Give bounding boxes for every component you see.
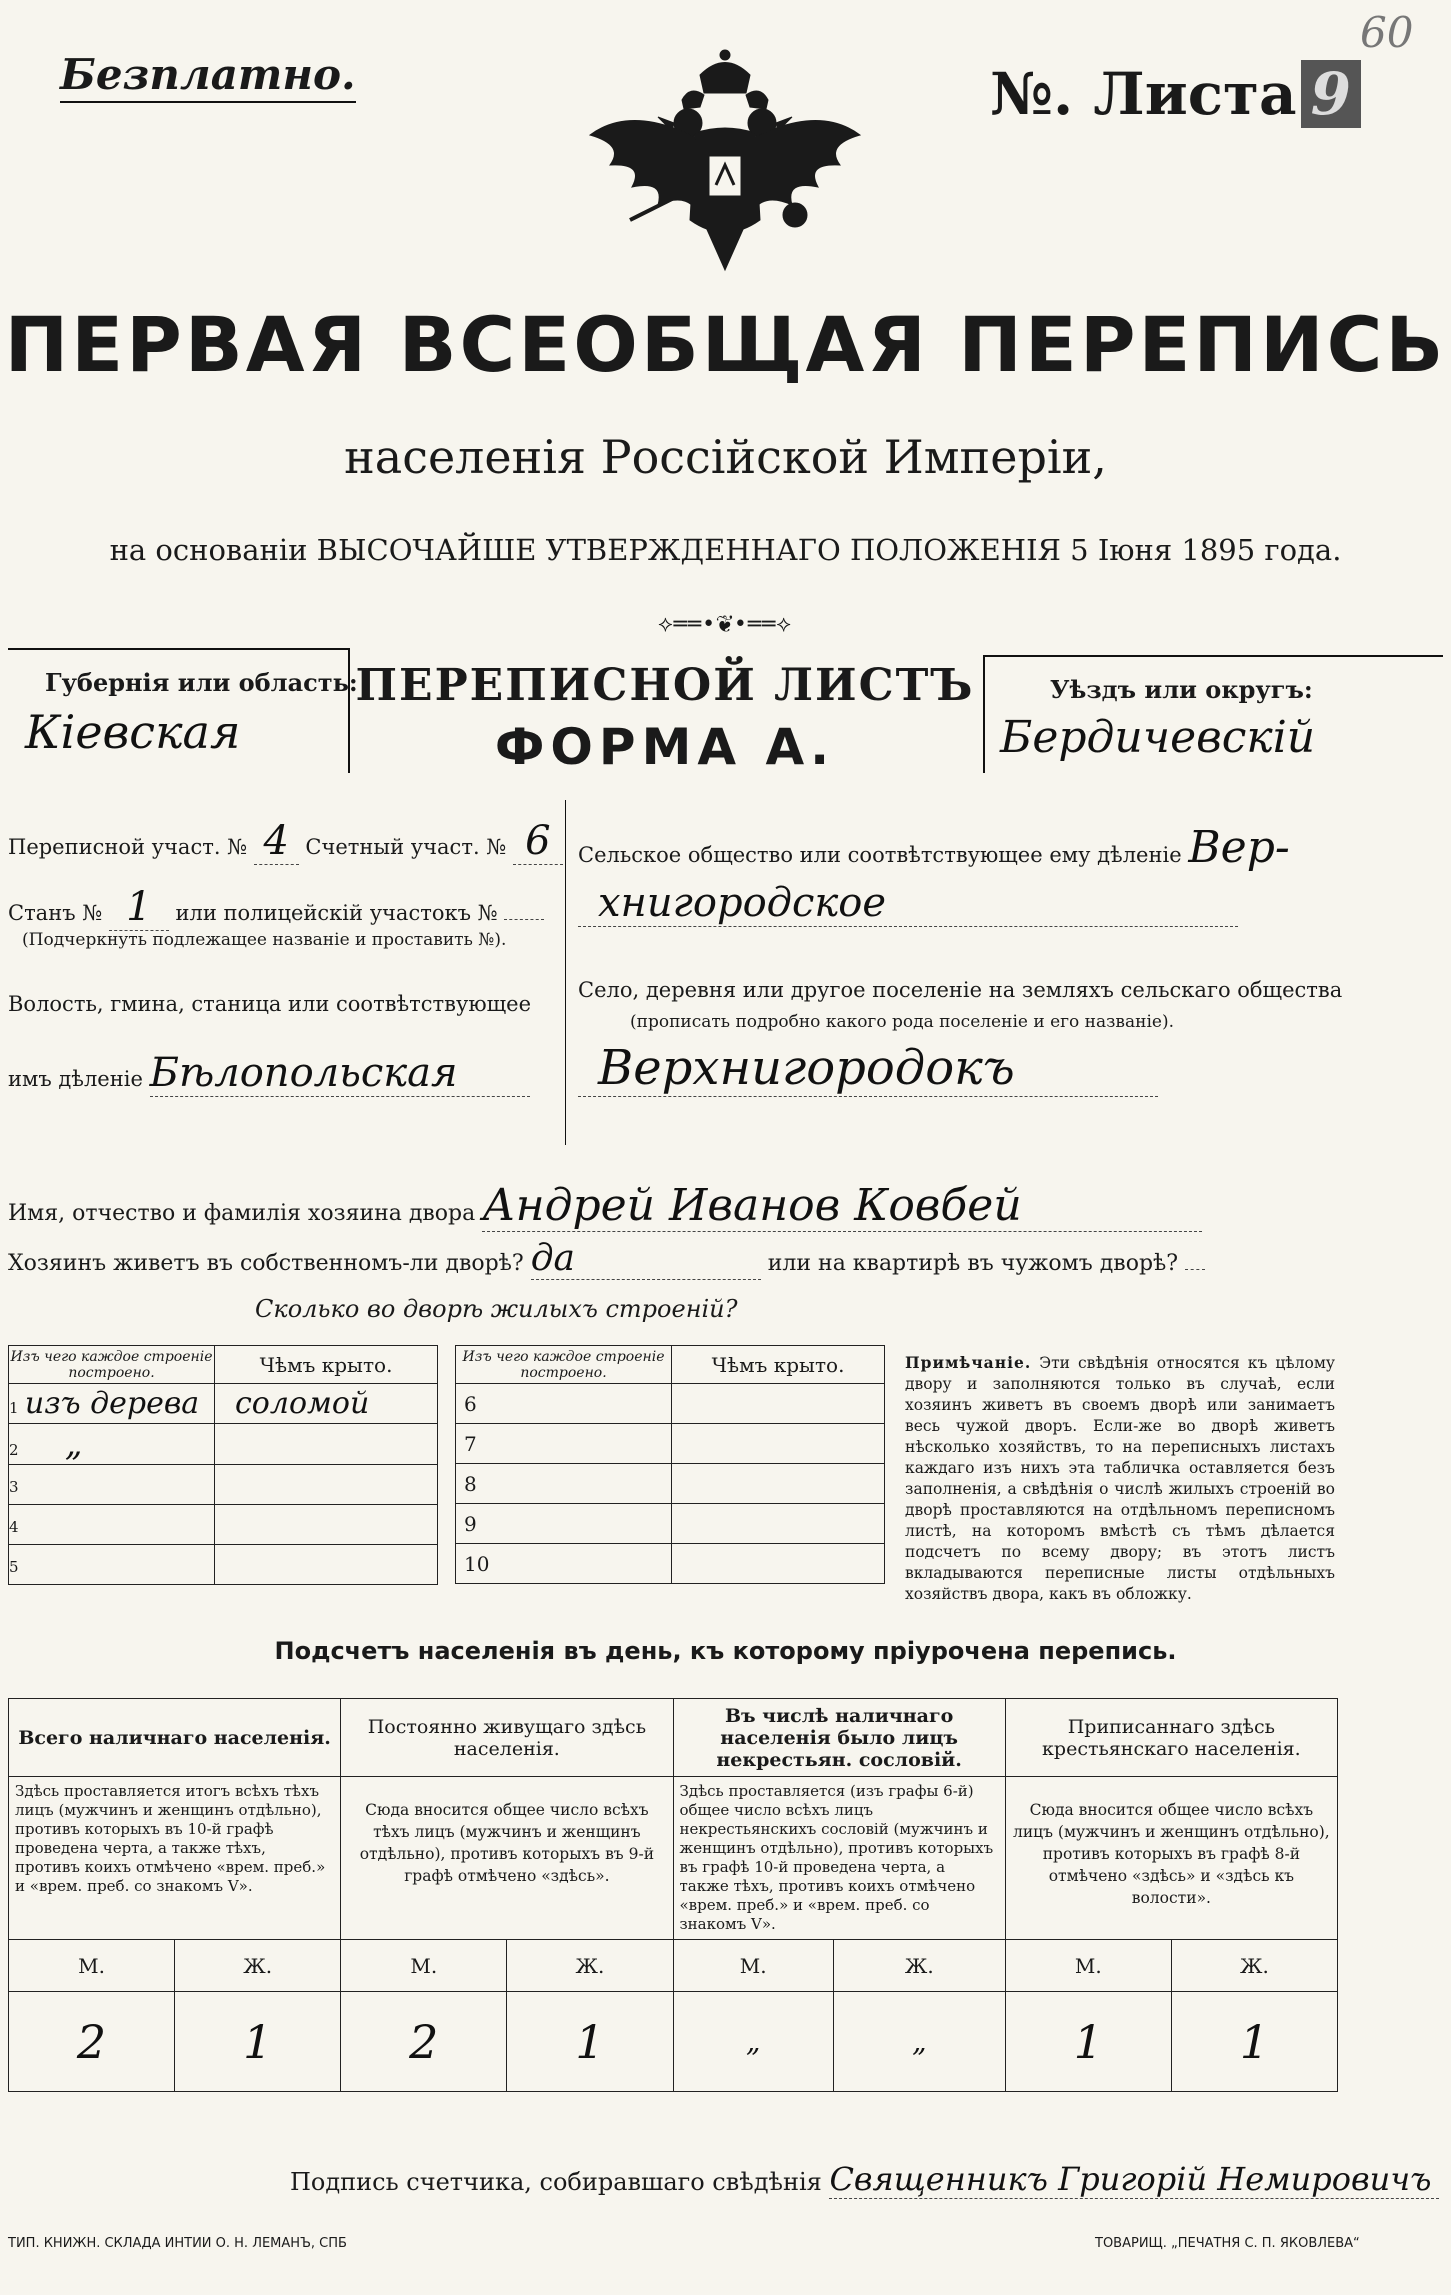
sheet-title: ПЕРЕПИСНОЙ ЛИСТЪ — [355, 660, 975, 711]
sheet-form: ФОРМА А. — [494, 718, 836, 776]
own-yard-value: да — [531, 1238, 761, 1280]
uezd-value: Бердичевскій — [1000, 712, 1316, 763]
count-area-value: 6 — [513, 818, 563, 865]
stan-row — [8, 884, 568, 931]
female-label: Ж. — [833, 1940, 1005, 1992]
sheet-number-value: 9 — [1301, 60, 1361, 128]
row-number: 10 — [464, 1551, 490, 1576]
own-yard-label: Хозяинъ живетъ въ собственномъ-ли дворѣ? — [8, 1251, 524, 1276]
table-row — [456, 1544, 885, 1584]
society-row — [578, 822, 1448, 873]
roof-value — [672, 1424, 885, 1464]
row-number: 5 — [9, 1557, 19, 1576]
female-count: 1 — [507, 1992, 673, 2092]
col-desc: Сюда вносится общее число всѣхъ лицъ (мужчинъ и женщинъ отдѣльно), противъ которыхъ въ графѣ 8-й отмѣчено «здѣсь» и «здѣсь къ волости». — [1005, 1777, 1337, 1940]
census-area-value: 4 — [254, 818, 299, 865]
table-row — [9, 1384, 438, 1424]
buildings-table-left — [8, 1345, 438, 1585]
material-value: „ — [64, 1424, 83, 1464]
col-desc: Здѣсь проставляется итогъ всѣхъ тѣхъ лицъ (мужчинъ и женщинъ отдѣльно), противъ которыхъ въ 10-й графѣ проведена черта, а также тѣхъ, противъ коихъ отмѣчено «врем. преб.» и «врем. преб. со знакомъ V». — [9, 1777, 341, 1940]
col-material-header: Изъ чего каждое строеніе построено. — [9, 1346, 215, 1384]
col-title: Постоянно живущаго здѣсь населенія. — [341, 1699, 673, 1777]
roof-value — [215, 1505, 438, 1545]
row-number: 3 — [9, 1477, 19, 1496]
col-material-header: Изъ чего каждое строеніе построено. — [456, 1346, 672, 1384]
divider — [983, 655, 985, 773]
gubernia-value: Кіевская — [25, 705, 241, 759]
table-row — [9, 1424, 438, 1465]
divider — [983, 655, 1443, 657]
male-label: М. — [9, 1940, 175, 1992]
stan-label: Станъ № — [8, 901, 103, 925]
roof-value — [215, 1424, 438, 1465]
female-count: 1 — [175, 1992, 341, 2092]
census-area-row — [8, 818, 568, 865]
village-label: Село, деревня или другое поселеніе на земляхъ сельскаго общества — [578, 978, 1343, 1002]
female-count: 1 — [1171, 1992, 1337, 2092]
male-label: М. — [1005, 1940, 1171, 1992]
note-text: Эти свѣдѣнія относятся къ цѣлому двору и заполняются только въ случаѣ, если хозяинъ живетъ въ своемъ дворѣ или занимаетъ весь чужой дворъ. Если-же во дворѣ живетъ нѣсколько хозяйствъ, то на переписныхъ листахъ каждаго изъ нихъ эта табличка оставляется безъ заполненія, а свѣдѣнія о числѣ жилыхъ строеній во дворѣ проставляются на отдѣльномъ переписномъ листѣ, на которомъ вмѣстѣ съ тѣмъ дѣлается подсчетъ по всему двору; въ этотъ листъ вкладываются переписные листы отдѣльныхъ хозяйствъ двора, какъ въ обложку. — [905, 1354, 1335, 1603]
volost-label-1: Волость, гмина, станица или соотвѣтствующее — [8, 992, 532, 1016]
col-title: Приписаннаго здѣсь крестьянскаго населенія. — [1005, 1699, 1337, 1777]
table-row — [456, 1464, 885, 1504]
document-title: ПЕРВАЯ ВСЕОБЩАЯ ПЕРЕПИСЬ — [4, 300, 1447, 389]
ornament-divider: ⟡══•❦•══⟡ — [658, 612, 792, 637]
volost-row — [8, 1050, 568, 1097]
society-value-2: хнигородское — [578, 880, 1238, 927]
row-number: 7 — [464, 1431, 477, 1456]
table-row — [456, 1504, 885, 1544]
male-count: „ — [673, 1992, 833, 2092]
male-count: 2 — [341, 1992, 507, 2092]
row-number: 8 — [464, 1471, 477, 1496]
decree-line: на основаніи ВЫСОЧАЙШЕ УТВЕРЖДЕННАГО ПОЛОЖЕНІЯ 5 Іюня 1895 года. — [109, 533, 1342, 567]
volost-label-2: имъ дѣленіе — [8, 1067, 143, 1091]
roof-value — [672, 1504, 885, 1544]
female-label: Ж. — [175, 1940, 341, 1992]
free-label: Безплатно. — [60, 50, 356, 103]
note-heading: Примѣчаніе. — [905, 1353, 1032, 1372]
divider — [8, 648, 348, 650]
row-number: 2 — [9, 1441, 19, 1459]
yard-row — [8, 1238, 1448, 1280]
roof-value — [215, 1465, 438, 1505]
population-table — [8, 1698, 1338, 2092]
col-roof-header: Чѣмъ крыто. — [215, 1346, 438, 1384]
female-count: „ — [833, 1992, 1005, 2092]
col-roof-header: Чѣмъ крыто. — [672, 1346, 885, 1384]
male-count: 1 — [1005, 1992, 1171, 2092]
row-number: 6 — [464, 1391, 477, 1416]
document-subtitle: населенія Россійской Имперіи, — [344, 430, 1107, 484]
female-label: Ж. — [1171, 1940, 1337, 1992]
population-heading: Подсчетъ населенія въ день, къ которому пріурочена перепись. — [274, 1637, 1177, 1665]
row-number: 9 — [464, 1511, 477, 1536]
note-block — [905, 1352, 1335, 1605]
underline-note: (Подчеркнуть подлежащее названіе и проставить №). — [22, 930, 507, 950]
male-label: М. — [341, 1940, 507, 1992]
buildings-label: Сколько во дворѣ жилыхъ строеній? — [255, 1295, 738, 1323]
owner-label: Имя, отчество и фамилія хозяина двора — [8, 1201, 476, 1226]
col-title: Въ числѣ наличнаго населенія было лицъ некрестьян. сословій. — [673, 1699, 1005, 1777]
signature-label: Подпись счетчика, собиравшаго свѣдѣнія — [290, 2168, 822, 2196]
rented-value — [1185, 1269, 1205, 1270]
owner-row — [8, 1180, 1448, 1232]
stan-value: 1 — [109, 884, 169, 931]
police-label: или полицейскій участокъ № — [175, 901, 498, 925]
society-value-1: Вер- — [1188, 822, 1290, 873]
col-desc: Сюда вносится общее число всѣхъ тѣхъ лицъ (мужчинъ и женщинъ отдѣльно), противъ которыхъ въ 9-й графѣ отмѣчено «здѣсь». — [341, 1777, 673, 1940]
material-value: изъ дерева — [24, 1386, 200, 1421]
printer-right: ТОВАРИЩ. „ПЕЧАТНЯ С. П. ЯКОВЛЕВА“ — [1095, 2236, 1360, 2251]
col-desc: Здѣсь проставляется (изъ графы 6-й) общее число всѣхъ лицъ некрестьянскихъ сословій (мужчинъ и женщинъ отдѣльно), противъ которыхъ въ графѣ 10-й проведена черта, а также тѣхъ, противъ коихъ отмѣчено «врем. преб.» и «врем. преб. со знакомъ V». — [673, 1777, 1005, 1940]
roof-value — [672, 1384, 885, 1424]
double-headed-eagle-emblem — [570, 45, 880, 285]
sheet-number — [990, 60, 1361, 128]
male-label: М. — [673, 1940, 833, 1992]
police-value — [504, 919, 544, 920]
male-count: 2 — [9, 1992, 175, 2092]
census-area-label: Переписной участ. № — [8, 835, 248, 859]
row-number: 4 — [9, 1517, 19, 1536]
roof-value — [672, 1544, 885, 1584]
village-note: (прописать подробно какого рода поселеніе и его названіе). — [630, 1012, 1174, 1032]
row-number: 1 — [9, 1399, 19, 1417]
printer-left: ТИП. КНИЖН. СКЛАДА ИНТИИ О. Н. ЛЕМАНЪ, СПБ — [8, 2236, 347, 2251]
roof-value — [672, 1464, 885, 1504]
table-row — [456, 1384, 885, 1424]
buildings-table-right — [455, 1345, 885, 1584]
roof-value — [215, 1545, 438, 1585]
divider — [565, 800, 566, 1145]
table-row — [456, 1424, 885, 1464]
owner-value: Андрей Иванов Ковбей — [482, 1180, 1202, 1232]
corner-number: 60 — [1360, 8, 1414, 57]
signature-row — [290, 2160, 1440, 2199]
uezd-label: Уѣздъ или округъ: — [1050, 675, 1313, 704]
count-area-label: Счетный участ. № — [305, 835, 507, 859]
volost-value: Бѣлопольская — [150, 1050, 530, 1097]
gubernia-label: Губернія или область: — [45, 668, 358, 697]
col-title: Всего наличнаго населенія. — [9, 1699, 341, 1777]
signature-value: Священникъ Григорій Немировичъ — [829, 2160, 1439, 2199]
table-row — [9, 1545, 438, 1585]
table-row — [9, 1505, 438, 1545]
table-row — [9, 1465, 438, 1505]
sheet-number-label: №. Листа — [990, 60, 1297, 128]
rented-label: или на квартирѣ въ чужомъ дворѣ? — [767, 1251, 1179, 1276]
society-label: Сельское общество или соотвѣтствующее ему дѣленіе — [578, 843, 1182, 867]
village-value: Верхнигородокъ — [578, 1040, 1158, 1097]
female-label: Ж. — [507, 1940, 673, 1992]
roof-value: соломой — [215, 1384, 438, 1424]
